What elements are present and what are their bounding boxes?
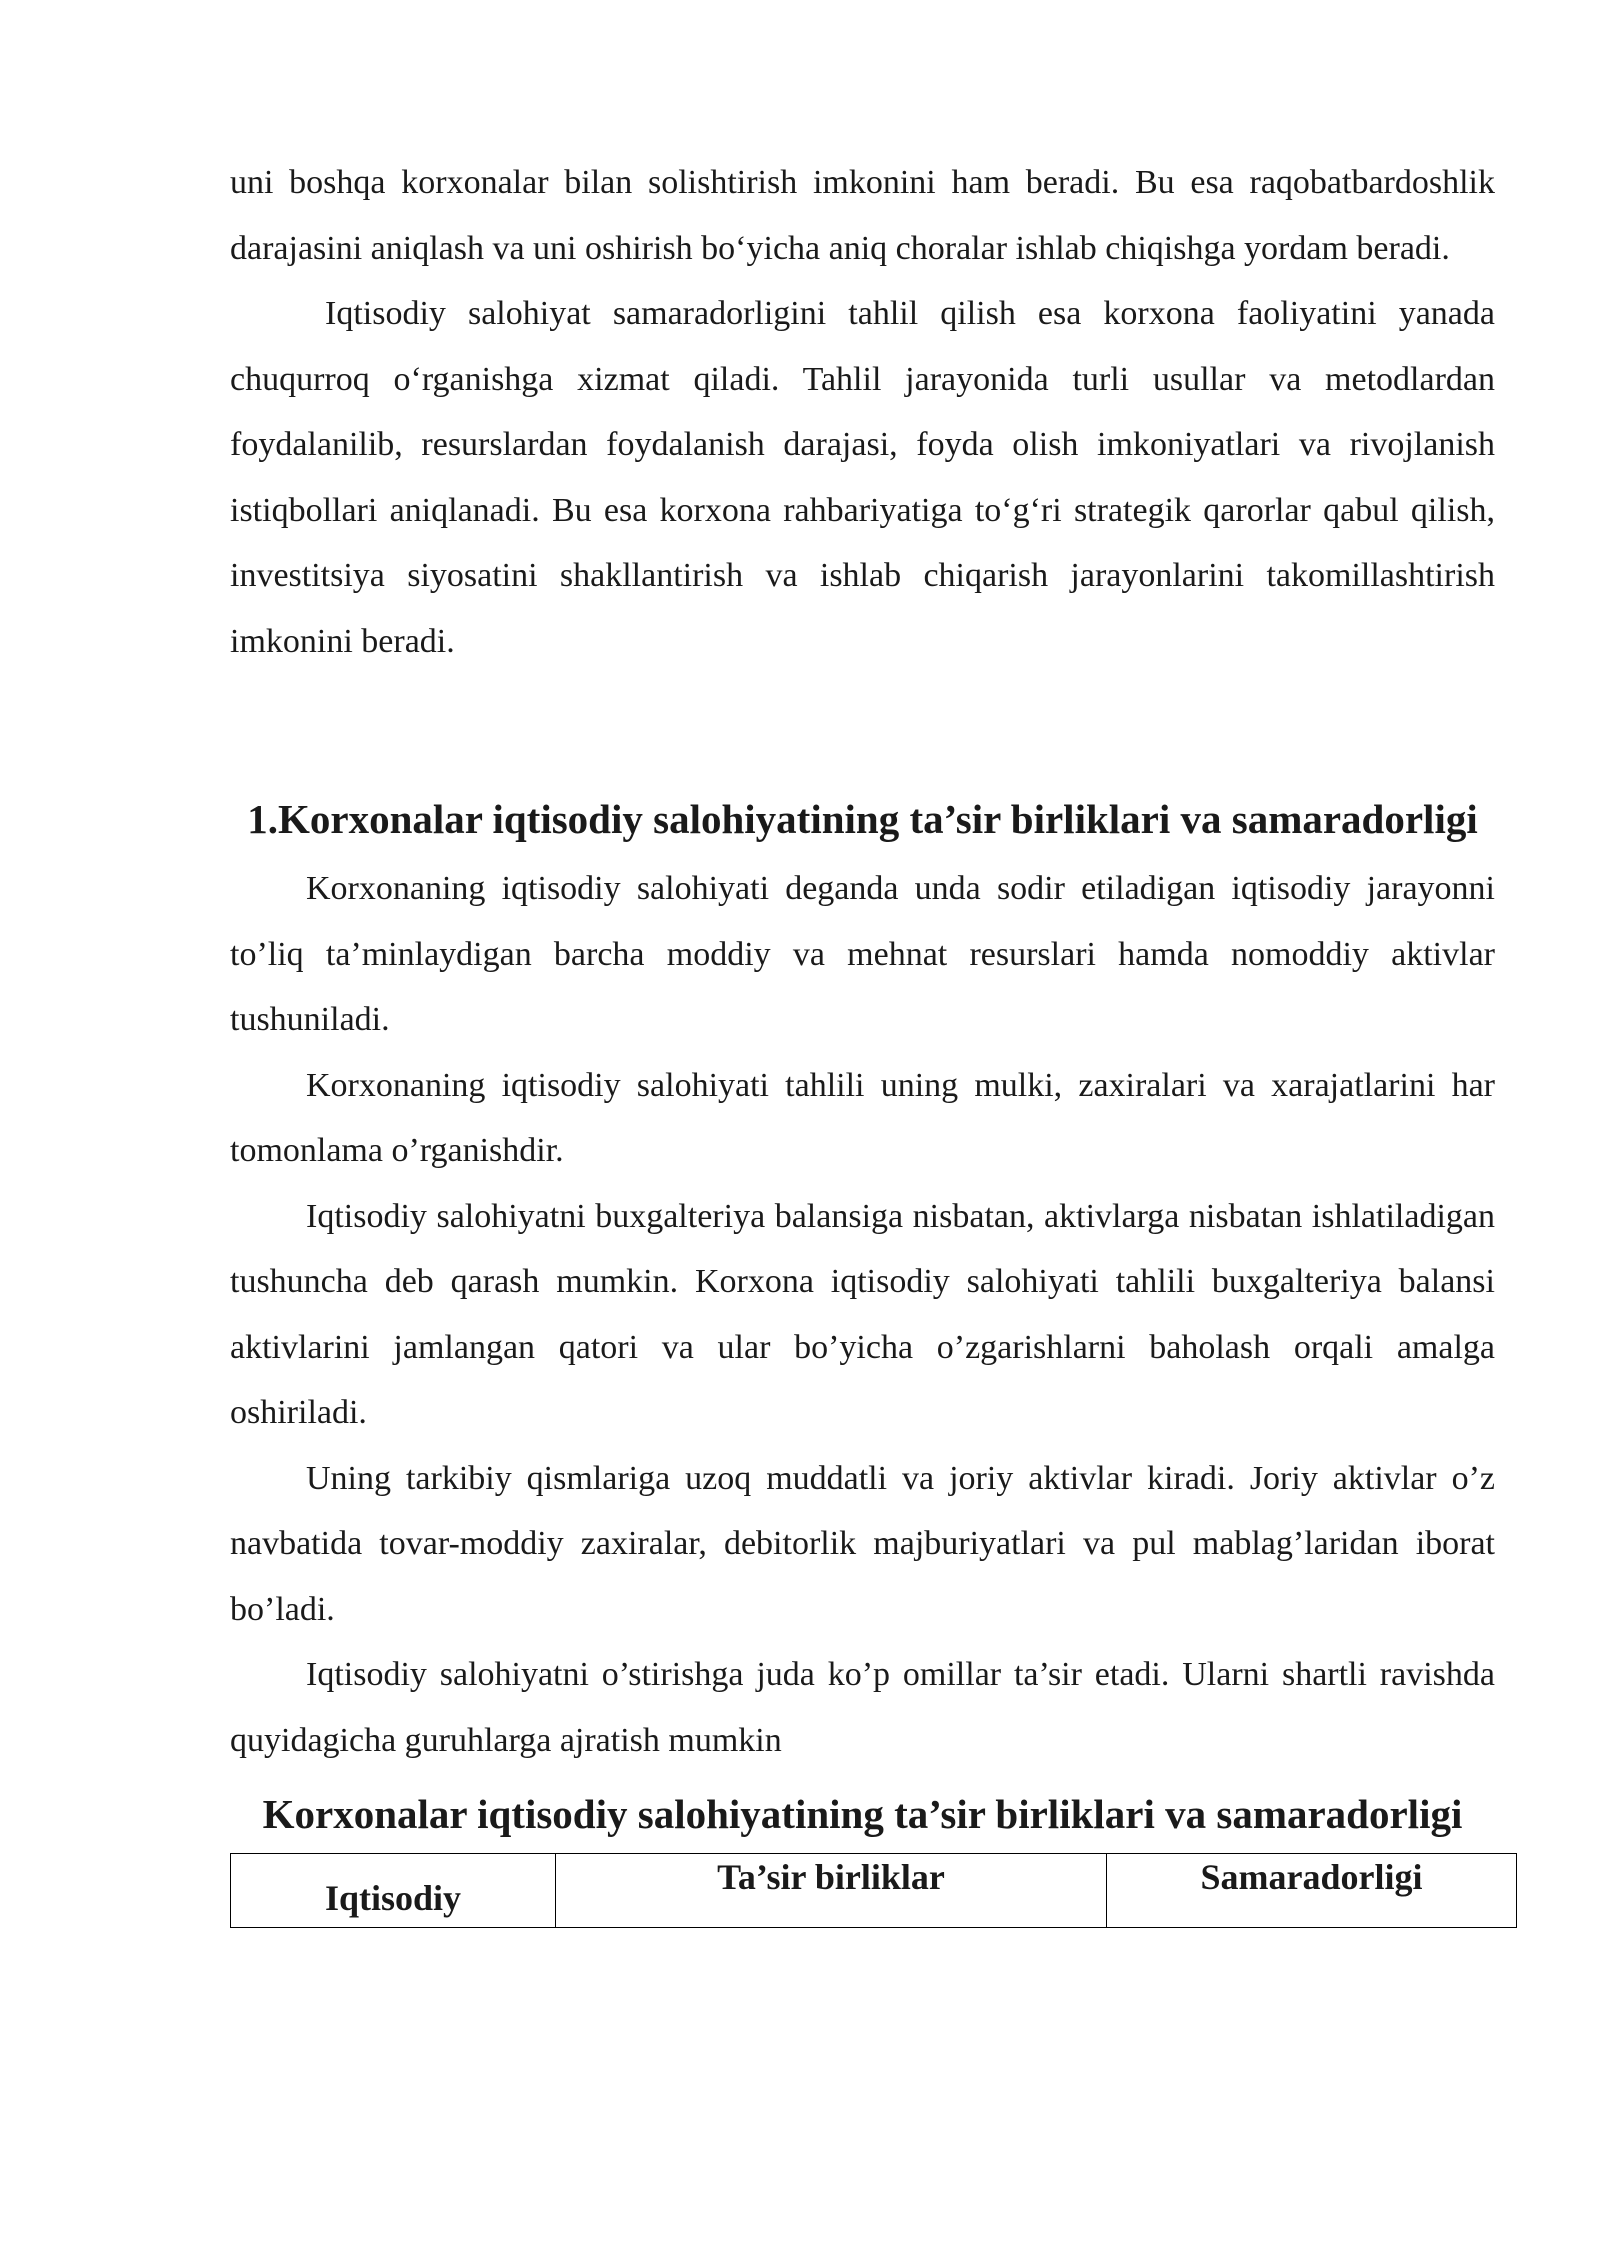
- table-header-cell: Samaradorligi: [1106, 1854, 1516, 1928]
- paragraph-balance: Iqtisodiy salohiyatni buxgalteriya balansiga nisbatan, aktivlarga nisbatan ishlatiladigan tushuncha deb qarash mumkin. Korxona iqtisodiy salohiyati tahlili buxgalteriya balansi aktivlarini jamlangan qatori va ular bo’yicha o’zgarishlarni baholash orqali amalga oshiriladi.: [230, 1197, 1495, 1431]
- paragraph-definition: Korxonaning iqtisodiy salohiyati deganda unda sodir etiladigan iqtisodiy jarayonni to’liq ta’minlaydigan barcha moddiy va mehnat resurslari hamda nomoddiy aktivlar tushuniladi.: [230, 870, 1495, 1038]
- table-header-cell: Iqtisodiy: [231, 1854, 556, 1928]
- paragraph-analysis: Iqtisodiy salohiyat samaradorligini tahlil qilish esa korxona faoliyatini yanada chuqurroq o‘rganishga xizmat qiladi. Tahlil jarayonida turli usullar va metodlardan foydalanilib, resurslardan foydalanish darajasi, foyda olish imkoniyatlari va rivojlanish istiqbollari aniqlanadi. Bu esa korxona rahbariyatiga to‘g‘ri strategik qarorlar qabul qilish, investitsiya siyosatini shakllantirish va ishlab chiqarish jarayonlarini takomillashtirish imkonini beradi.: [230, 295, 1495, 660]
- document-page: [230, 150, 1495, 1928]
- table-header-row: [231, 1854, 1517, 1928]
- section-heading: 1.Korxonalar iqtisodiy salohiyatining ta’sir birliklari va samaradorligi: [247, 796, 1478, 842]
- factors-table: [230, 1853, 1517, 1928]
- paragraph-factors: Iqtisodiy salohiyatni o’stirishga juda ko’p omillar ta’sir etadi. Ularni shartli ravishda quyidagicha guruhlarga ajratish mumkin: [230, 1656, 1495, 1759]
- paragraph-continuation: uni boshqa korxonalar bilan solishtirish imkonini ham beradi. Bu esa raqobatbardoshlik darajasini aniqlash va uni oshirish bo‘yicha aniq choralar ishlab chiqishga yordam beradi.: [230, 164, 1495, 267]
- paragraph-components: Uning tarkibiy qismlariga uzoq muddatli va joriy aktivlar kiradi. Joriy aktivlar o’z navbatida tovar-moddiy zaxiralar, debitorlik majburiyatlari va pul mablag’laridan iborat bo’ladi.: [230, 1459, 1495, 1628]
- paragraph-analysis-scope: Korxonaning iqtisodiy salohiyati tahlili uning mulki, zaxiralari va xarajatlarini har tomonlama o’rganishdir.: [230, 1066, 1495, 1169]
- table-heading: Korxonalar iqtisodiy salohiyatining ta’sir birliklari va samaradorligi: [262, 1791, 1463, 1837]
- table-header-cell: Ta’sir birliklar: [556, 1854, 1107, 1928]
- section-spacer: [230, 674, 1495, 778]
